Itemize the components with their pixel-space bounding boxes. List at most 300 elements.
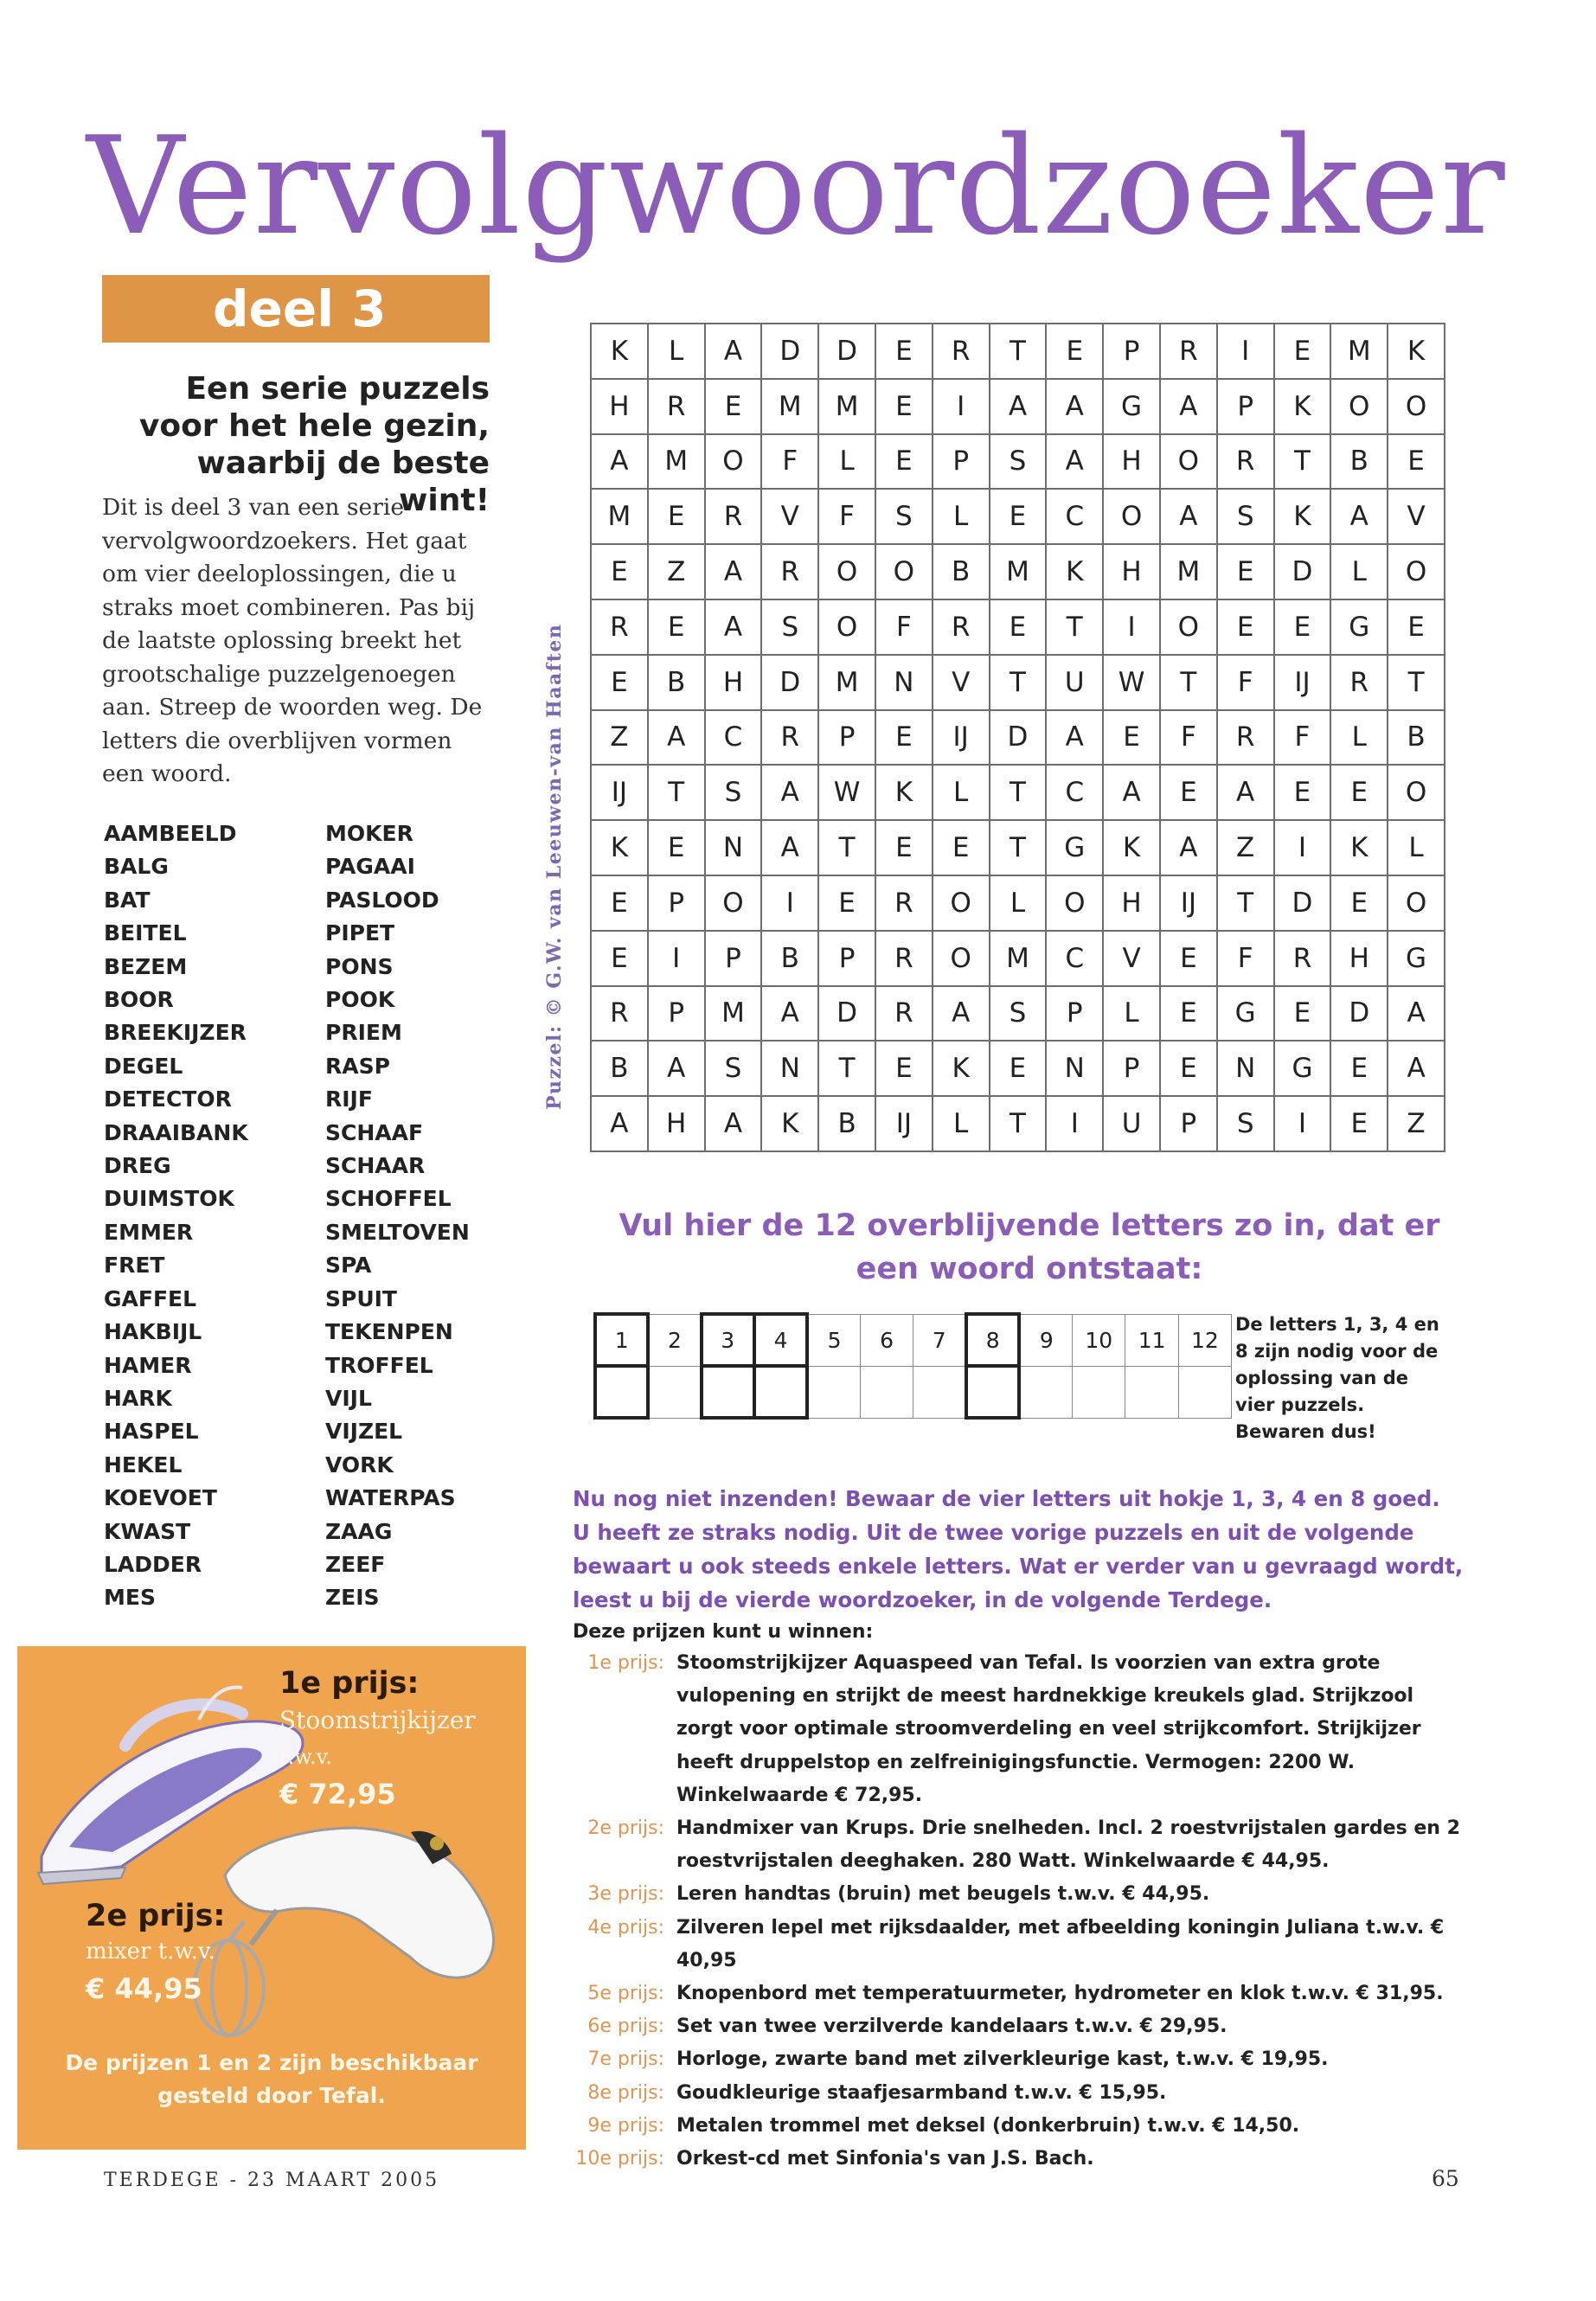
prize-rank: 8e prijs: <box>587 2081 664 2104</box>
grid-cell[interactable]: H <box>705 655 762 710</box>
grid-cell[interactable]: P <box>1217 379 1274 434</box>
grid-cell[interactable]: T <box>648 765 705 820</box>
grid-cell[interactable]: E <box>705 379 762 434</box>
grid-cell[interactable]: C <box>1046 931 1103 986</box>
grid-cell[interactable]: P <box>1160 1096 1217 1151</box>
grid-cell[interactable]: E <box>875 710 933 766</box>
grid-cell[interactable]: M <box>1330 324 1388 379</box>
grid-cell[interactable]: B <box>1330 434 1388 490</box>
grid-cell[interactable]: O <box>1046 875 1103 931</box>
grid-cell[interactable]: F <box>875 599 933 655</box>
grid-cell[interactable]: O <box>875 544 933 599</box>
grid-cell[interactable]: P <box>648 875 705 931</box>
prize-description: Set van twee verzilverde kandelaars t.w.v. € 29,95. <box>676 2016 1227 2038</box>
prize-row <box>573 1812 1464 1878</box>
word-item: TEKENPEN <box>325 1319 453 1345</box>
grid-cell[interactable]: M <box>1160 544 1217 599</box>
grid-cell[interactable]: F <box>1160 710 1217 766</box>
grid-cell[interactable]: H <box>1103 544 1160 599</box>
grid-cell[interactable]: L <box>818 434 875 490</box>
grid-cell[interactable]: P <box>1103 324 1160 379</box>
grid-cell[interactable]: O <box>818 544 875 599</box>
grid-cell[interactable]: T <box>1046 599 1103 655</box>
grid-cell[interactable]: N <box>705 820 762 875</box>
grid-cell[interactable]: V <box>1388 489 1445 544</box>
grid-cell[interactable]: M <box>818 655 875 710</box>
grid-cell[interactable]: E <box>591 655 648 710</box>
grid-cell[interactable]: D <box>818 324 875 379</box>
promo-prize2-title: 2e prijs: <box>86 1899 226 1933</box>
grid-cell[interactable]: S <box>705 1041 762 1096</box>
grid-cell[interactable]: A <box>705 544 762 599</box>
grid-cell[interactable]: A <box>990 379 1047 434</box>
grid-cell[interactable]: K <box>1046 544 1103 599</box>
grid-cell[interactable]: A <box>648 710 705 766</box>
grid-cell[interactable]: A <box>1046 379 1103 434</box>
prize-row <box>573 1647 1464 1812</box>
grid-cell[interactable]: H <box>591 379 648 434</box>
grid-cell[interactable]: K <box>1103 820 1160 875</box>
grid-cell[interactable]: K <box>1330 820 1388 875</box>
word-item: DUIMSTOK <box>104 1186 234 1212</box>
grid-cell[interactable]: L <box>990 875 1047 931</box>
grid-cell[interactable]: T <box>1217 875 1274 931</box>
grid-cell[interactable]: A <box>1330 489 1388 544</box>
grid-cell[interactable]: O <box>933 931 990 986</box>
word-item: SCHOFFEL <box>325 1186 452 1212</box>
grid-cell[interactable]: L <box>1330 544 1388 599</box>
word-item: DRAAIBANK <box>104 1119 248 1145</box>
grid-cell[interactable]: L <box>933 765 990 820</box>
word-item: SCHAAR <box>325 1153 426 1179</box>
grid-row <box>591 489 1445 544</box>
grid-cell[interactable]: G <box>1330 599 1388 655</box>
grid-cell[interactable]: R <box>705 489 762 544</box>
grid-cell[interactable]: R <box>875 931 933 986</box>
grid-cell[interactable]: IJ <box>1160 875 1217 931</box>
grid-cell[interactable]: E <box>1217 599 1274 655</box>
word-item: DETECTOR <box>104 1086 232 1112</box>
grid-cell[interactable]: W <box>818 765 875 820</box>
answer-number: 2 <box>648 1314 701 1366</box>
grid-cell[interactable]: E <box>875 1041 933 1096</box>
grid-cell[interactable]: F <box>1217 655 1274 710</box>
grid-cell[interactable]: R <box>1217 434 1274 490</box>
grid-cell[interactable]: G <box>1217 986 1274 1042</box>
answer-letter-slot[interactable] <box>807 1366 860 1418</box>
grid-row <box>591 1096 1445 1151</box>
grid-cell[interactable]: N <box>1046 1041 1103 1096</box>
grid-cell[interactable]: O <box>1388 379 1445 434</box>
grid-cell[interactable]: A <box>1160 820 1217 875</box>
grid-cell[interactable]: E <box>648 489 705 544</box>
grid-cell[interactable]: C <box>1046 765 1103 820</box>
grid-cell[interactable]: IJ <box>591 765 648 820</box>
intro-text: Dit is deel 3 van een serie vervolgwoordzoekers. Het gaat om vier deeloplossingen, die u straks moet combineren. Pas bij de laatste oplossing breekt het grootschalige puzzelgenoegen aan. Streep de woorden weg. De letters die overblijven vormen een woord. <box>102 494 483 787</box>
grid-cell[interactable]: L <box>933 489 990 544</box>
answer-letter-slot[interactable] <box>754 1366 807 1418</box>
grid-cell[interactable]: E <box>990 599 1047 655</box>
grid-cell[interactable]: H <box>648 1096 705 1151</box>
grid-cell[interactable]: E <box>990 489 1047 544</box>
grid-cell[interactable]: T <box>1274 434 1331 490</box>
grid-cell[interactable]: A <box>705 599 762 655</box>
word-item: VIJL <box>325 1385 372 1411</box>
prize-description: Orkest-cd met Sinfonia's van J.S. Bach. <box>676 2148 1094 2170</box>
grid-cell[interactable]: P <box>933 434 990 490</box>
grid-cell[interactable]: N <box>875 655 933 710</box>
grid-cell[interactable]: O <box>1160 599 1217 655</box>
grid-cell[interactable]: O <box>933 875 990 931</box>
grid-cell[interactable]: A <box>761 765 818 820</box>
grid-cell[interactable]: K <box>1388 324 1445 379</box>
grid-cell[interactable]: D <box>761 324 818 379</box>
grid-cell[interactable]: L <box>648 324 705 379</box>
grid-cell[interactable]: I <box>648 931 705 986</box>
grid-cell[interactable]: H <box>1103 875 1160 931</box>
grid-cell[interactable]: R <box>933 599 990 655</box>
grid-cell[interactable]: A <box>705 324 762 379</box>
grid-cell[interactable]: M <box>648 434 705 490</box>
grid-cell[interactable]: IJ <box>875 1096 933 1151</box>
grid-cell[interactable]: E <box>1330 1096 1388 1151</box>
grid-cell[interactable]: E <box>648 820 705 875</box>
word-item: AAMBEELD <box>104 821 237 846</box>
grid-cell[interactable]: D <box>818 986 875 1042</box>
grid-cell[interactable]: A <box>1160 379 1217 434</box>
grid-cell[interactable]: D <box>1274 875 1331 931</box>
grid-cell[interactable]: T <box>990 1096 1047 1151</box>
grid-cell[interactable]: C <box>1046 489 1103 544</box>
grid-cell[interactable]: I <box>1274 1096 1331 1151</box>
grid-cell[interactable]: W <box>1103 655 1160 710</box>
grid-cell[interactable]: D <box>990 710 1047 766</box>
grid-cell[interactable]: E <box>875 434 933 490</box>
grid-cell[interactable]: S <box>875 489 933 544</box>
grid-cell[interactable]: O <box>705 434 762 490</box>
grid-cell[interactable]: P <box>818 931 875 986</box>
grid-cell[interactable]: B <box>648 655 705 710</box>
prize-description: Zilveren lepel met rijksdaalder, met afbeelding koningin Juliana t.w.v. € 40,95 <box>676 1916 1445 1971</box>
grid-cell[interactable]: M <box>761 379 818 434</box>
answer-letter-slot[interactable] <box>1073 1366 1125 1418</box>
word-item: BALG <box>104 854 169 880</box>
grid-cell[interactable]: O <box>705 875 762 931</box>
grid-cell[interactable]: I <box>1274 820 1331 875</box>
answer-letter-slot[interactable] <box>913 1366 966 1418</box>
grid-cell[interactable]: A <box>1046 710 1103 766</box>
answer-number: 4 <box>754 1314 807 1366</box>
grid-cell[interactable]: E <box>1330 765 1388 820</box>
grid-cell[interactable]: A <box>1388 986 1445 1042</box>
grid-cell[interactable]: B <box>1388 710 1445 766</box>
word-item: WATERPAS <box>325 1485 456 1511</box>
word-item: DEGEL <box>104 1053 183 1079</box>
grid-cell[interactable]: S <box>990 986 1047 1042</box>
grid-cell[interactable]: O <box>1160 434 1217 490</box>
grid-cell[interactable]: E <box>1330 875 1388 931</box>
answer-number: 9 <box>1019 1314 1072 1366</box>
grid-cell[interactable]: E <box>1274 765 1331 820</box>
page-title: Vervolgwoordzoeker <box>87 107 1506 265</box>
answer-number: 3 <box>702 1314 754 1366</box>
grid-cell[interactable]: E <box>1217 544 1274 599</box>
grid-cell[interactable]: N <box>1217 1041 1274 1096</box>
grid-cell[interactable]: U <box>1103 1096 1160 1151</box>
answer-letter-slot[interactable] <box>595 1366 648 1418</box>
grid-cell[interactable]: R <box>1217 710 1274 766</box>
grid-cell[interactable]: E <box>1274 599 1331 655</box>
grid-cell[interactable]: B <box>591 1041 648 1096</box>
grid-row <box>591 820 1445 875</box>
answer-letter-slot[interactable] <box>1019 1366 1072 1418</box>
grid-cell[interactable]: A <box>761 820 818 875</box>
prize-row <box>573 1878 1464 1911</box>
grid-cell[interactable]: Z <box>1388 1096 1445 1151</box>
answer-letter-slot[interactable] <box>702 1366 754 1418</box>
grid-cell[interactable]: A <box>591 1096 648 1151</box>
page-number: 65 <box>1432 2166 1459 2191</box>
grid-cell[interactable]: V <box>1103 931 1160 986</box>
grid-cell[interactable]: G <box>1046 820 1103 875</box>
grid-cell[interactable]: S <box>1217 1096 1274 1151</box>
grid-cell[interactable]: IJ <box>933 710 990 766</box>
part-label: deel 3 <box>213 279 387 338</box>
grid-cell[interactable]: I <box>1217 324 1274 379</box>
part-banner <box>102 275 490 343</box>
grid-cell[interactable]: Z <box>591 710 648 766</box>
grid-cell[interactable]: E <box>1160 931 1217 986</box>
grid-cell[interactable]: I <box>761 875 818 931</box>
answer-number: 10 <box>1073 1314 1125 1366</box>
grid-cell[interactable]: E <box>933 820 990 875</box>
grid-cell[interactable]: E <box>1046 324 1103 379</box>
grid-cell[interactable]: E <box>875 820 933 875</box>
grid-cell[interactable]: E <box>875 324 933 379</box>
grid-cell[interactable]: E <box>1160 1041 1217 1096</box>
grid-cell[interactable]: E <box>591 544 648 599</box>
grid-cell[interactable]: E <box>875 379 933 434</box>
answer-box <box>593 1312 1232 1420</box>
grid-cell[interactable]: V <box>761 489 818 544</box>
promo-prize2-price: € 44,95 <box>86 1972 202 2005</box>
grid-cell[interactable]: A <box>1388 1041 1445 1096</box>
word-item: POOK <box>325 987 395 1013</box>
prize-promo-box <box>17 1646 526 2150</box>
word-item: PASLOOD <box>325 887 439 913</box>
grid-cell[interactable]: R <box>933 324 990 379</box>
grid-cell[interactable]: K <box>875 765 933 820</box>
grid-cell[interactable]: M <box>818 379 875 434</box>
grid-cell[interactable]: T <box>990 324 1047 379</box>
grid-cell[interactable]: P <box>705 931 762 986</box>
puzzle-credit: Puzzel: © G.W. van Leeuwen-van Haaften <box>543 623 566 1110</box>
grid-cell[interactable]: E <box>1388 434 1445 490</box>
grid-cell[interactable]: T <box>990 655 1047 710</box>
grid-cell[interactable]: T <box>818 1041 875 1096</box>
grid-cell[interactable]: E <box>1388 599 1445 655</box>
grid-cell[interactable]: T <box>990 765 1047 820</box>
grid-cell[interactable]: A <box>933 986 990 1042</box>
grid-cell[interactable]: R <box>875 986 933 1042</box>
grid-cell[interactable]: L <box>1388 820 1445 875</box>
answer-letter-slot[interactable] <box>1178 1366 1231 1418</box>
grid-cell[interactable]: T <box>1160 655 1217 710</box>
grid-cell[interactable]: B <box>818 1096 875 1151</box>
grid-cell[interactable]: R <box>761 710 818 766</box>
grid-cell[interactable]: A <box>648 1041 705 1096</box>
grid-cell[interactable]: B <box>761 931 818 986</box>
grid-cell[interactable]: P <box>648 986 705 1042</box>
grid-cell[interactable]: B <box>933 544 990 599</box>
answer-letter-slot[interactable] <box>648 1366 701 1418</box>
grid-cell[interactable]: A <box>705 1096 762 1151</box>
grid-cell[interactable]: H <box>1103 434 1160 490</box>
grid-cell[interactable]: L <box>1330 710 1388 766</box>
grid-cell[interactable]: F <box>1274 710 1331 766</box>
grid-cell[interactable]: K <box>761 1096 818 1151</box>
grid-cell[interactable]: L <box>933 1096 990 1151</box>
word-item: PRIEM <box>325 1020 402 1046</box>
grid-cell[interactable]: E <box>1274 986 1331 1042</box>
grid-cell[interactable]: N <box>761 1041 818 1096</box>
grid-cell[interactable]: C <box>705 710 762 766</box>
grid-cell[interactable]: K <box>933 1041 990 1096</box>
prize-description: Goudkleurige staafjesarmband t.w.v. € 15,95. <box>676 2081 1167 2104</box>
grid-cell[interactable]: O <box>1103 489 1160 544</box>
answer-number: 7 <box>913 1314 966 1366</box>
answer-number: 11 <box>1125 1314 1178 1366</box>
answer-letter-slot[interactable] <box>860 1366 913 1418</box>
grid-cell[interactable]: E <box>591 931 648 986</box>
grid-cell[interactable]: F <box>818 489 875 544</box>
grid-cell[interactable]: G <box>1103 379 1160 434</box>
grid-cell[interactable]: O <box>818 599 875 655</box>
grid-cell[interactable]: D <box>761 655 818 710</box>
grid-cell[interactable]: E <box>1160 765 1217 820</box>
prize-row <box>573 1977 1464 2010</box>
grid-cell[interactable]: A <box>761 986 818 1042</box>
grid-cell[interactable]: K <box>1274 489 1331 544</box>
grid-cell[interactable]: O <box>1388 765 1445 820</box>
grid-cell[interactable]: I <box>1103 599 1160 655</box>
grid-cell[interactable]: R <box>1160 324 1217 379</box>
grid-cell[interactable]: E <box>1330 1041 1388 1096</box>
prize-row <box>573 2077 1464 2110</box>
grid-cell[interactable]: R <box>1330 655 1388 710</box>
prize-list <box>573 1647 1464 2176</box>
grid-cell[interactable]: G <box>1274 1041 1331 1096</box>
grid-cell[interactable]: K <box>591 324 648 379</box>
grid-cell[interactable]: D <box>1330 986 1388 1042</box>
promo-prize1-item: Stoomstrijkijzer <box>279 1706 476 1734</box>
grid-cell[interactable]: M <box>705 986 762 1042</box>
grid-cell[interactable]: S <box>761 599 818 655</box>
grid-cell[interactable]: P <box>1103 1041 1160 1096</box>
word-item: BAT <box>104 887 151 913</box>
grid-row <box>591 931 1445 986</box>
grid-cell[interactable]: D <box>1274 544 1331 599</box>
grid-cell[interactable]: P <box>1046 986 1103 1042</box>
grid-cell[interactable]: I <box>1046 1096 1103 1151</box>
grid-cell[interactable]: L <box>1103 986 1160 1042</box>
grid-cell[interactable]: A <box>1217 765 1274 820</box>
prize-rank: 9e prijs: <box>587 2114 664 2137</box>
grid-cell[interactable]: T <box>818 820 875 875</box>
grid-cell[interactable]: V <box>933 655 990 710</box>
grid-cell[interactable]: E <box>990 1041 1047 1096</box>
word-item: PONS <box>325 953 394 979</box>
grid-cell[interactable]: R <box>648 379 705 434</box>
grid-cell[interactable]: IJ <box>1274 655 1331 710</box>
word-item: ZEEF <box>325 1551 386 1577</box>
grid-cell[interactable]: R <box>591 599 648 655</box>
answer-letter-slot[interactable] <box>966 1366 1019 1418</box>
prize-row <box>573 2110 1464 2143</box>
word-item: HEKEL <box>104 1452 183 1477</box>
grid-cell[interactable]: F <box>1217 931 1274 986</box>
word-item: BEITEL <box>104 920 187 946</box>
answer-letter-slot[interactable] <box>1125 1366 1178 1418</box>
grid-cell[interactable]: K <box>591 820 648 875</box>
grid-cell[interactable]: A <box>1103 765 1160 820</box>
grid-cell[interactable]: Z <box>648 544 705 599</box>
grid-cell[interactable]: S <box>705 765 762 820</box>
grid-cell[interactable]: G <box>1388 931 1445 986</box>
grid-cell[interactable]: F <box>761 434 818 490</box>
grid-cell[interactable]: R <box>591 986 648 1042</box>
answer-number: 12 <box>1178 1314 1231 1366</box>
grid-cell[interactable]: A <box>1160 489 1217 544</box>
grid-cell[interactable]: M <box>591 489 648 544</box>
grid-cell[interactable]: E <box>1103 710 1160 766</box>
word-item: RASP <box>325 1053 390 1079</box>
footer-publication: TERDEGE - 23 MAART 2005 <box>104 2170 440 2191</box>
grid-cell[interactable]: R <box>761 544 818 599</box>
grid-cell[interactable]: Z <box>1217 820 1274 875</box>
grid-cell[interactable]: K <box>1274 379 1331 434</box>
grid-cell[interactable]: E <box>1160 986 1217 1042</box>
word-item: BREEKIJZER <box>104 1020 247 1046</box>
grid-cell[interactable]: P <box>818 710 875 766</box>
grid-cell[interactable]: U <box>1046 655 1103 710</box>
grid-cell[interactable]: E <box>818 875 875 931</box>
grid-cell[interactable]: O <box>1388 544 1445 599</box>
grid-cell[interactable]: E <box>1274 324 1331 379</box>
word-item: HAMER <box>104 1352 192 1378</box>
grid-cell[interactable]: T <box>1388 655 1445 710</box>
grid-row <box>591 379 1445 434</box>
grid-cell[interactable]: R <box>1274 931 1331 986</box>
grid-cell[interactable]: H <box>1330 931 1388 986</box>
grid-cell[interactable]: A <box>591 434 648 490</box>
grid-cell[interactable]: O <box>1330 379 1388 434</box>
grid-cell[interactable]: O <box>1388 875 1445 931</box>
grid-cell[interactable]: A <box>1046 434 1103 490</box>
grid-cell[interactable]: M <box>990 931 1047 986</box>
grid-cell[interactable]: T <box>990 820 1047 875</box>
grid-cell[interactable]: I <box>933 379 990 434</box>
word-item: HARK <box>104 1385 172 1411</box>
grid-cell[interactable]: R <box>875 875 933 931</box>
grid-cell[interactable]: S <box>990 434 1047 490</box>
word-item: ZEIS <box>325 1585 380 1611</box>
grid-cell[interactable]: S <box>1217 489 1274 544</box>
grid-cell[interactable]: E <box>648 599 705 655</box>
answer-input-row <box>595 1366 1232 1418</box>
grid-cell[interactable]: M <box>990 544 1047 599</box>
grid-cell[interactable]: E <box>591 875 648 931</box>
